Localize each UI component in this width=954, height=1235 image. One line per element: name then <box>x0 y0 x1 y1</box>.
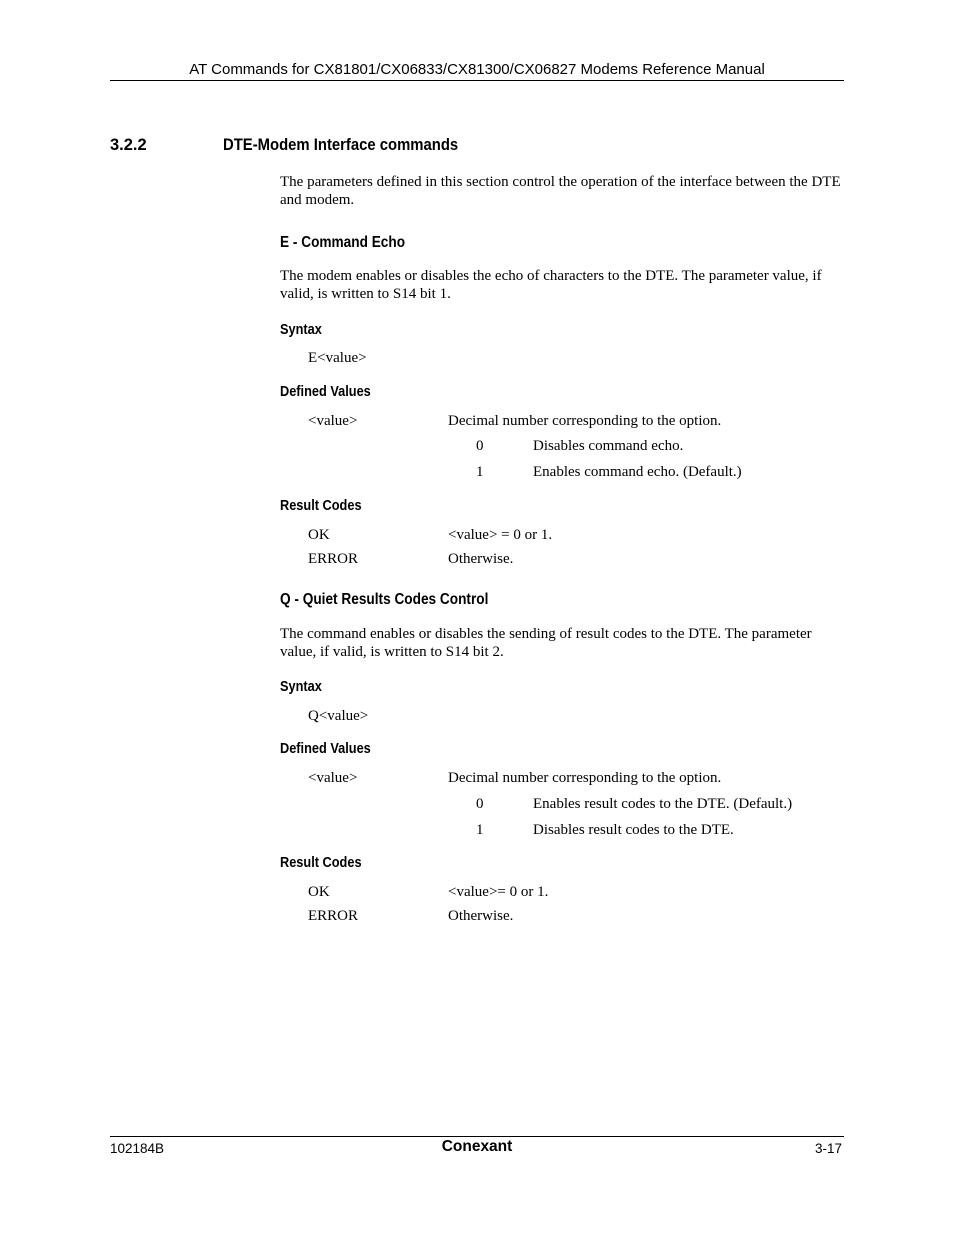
command-q-param-description: Decimal number corresponding to the option. <box>448 770 722 786</box>
command-q-option-description: Disables result codes to the DTE. <box>533 822 734 838</box>
command-e-param: <value> <box>308 413 358 429</box>
command-e-option-value: 0 <box>476 438 484 454</box>
footer-company: Conexant <box>441 1138 513 1155</box>
command-e-result-codes-heading: Result Codes <box>280 498 362 514</box>
section-intro: The parameters defined in this section control the operation of the interface between the DTE and modem. <box>280 174 841 208</box>
running-header: AT Commands for CX81801/CX06833/CX81300/CX06827 Modems Reference Manual <box>189 61 765 78</box>
command-q-param: <value> <box>308 770 358 786</box>
command-e-param-description: Decimal number corresponding to the option. <box>448 413 722 429</box>
command-e-syntax: E<value> <box>308 350 367 366</box>
header-rule <box>110 80 844 81</box>
command-e-result-description: <value> = 0 or 1. <box>448 527 553 543</box>
command-e-syntax-heading: Syntax <box>280 322 322 338</box>
footer-rule <box>110 1136 844 1137</box>
command-e-option-description: Disables command echo. <box>533 438 684 454</box>
command-q-option-value: 1 <box>476 822 484 838</box>
section-number: 3.2.2 <box>110 136 147 154</box>
command-q-result-code: OK <box>308 884 330 900</box>
command-e-result-code: OK <box>308 527 330 543</box>
section-title: DTE-Modem Interface commands <box>223 136 459 154</box>
command-e-option-value: 1 <box>476 464 484 480</box>
command-e-result-code: ERROR <box>308 551 359 567</box>
command-q-option-value: 0 <box>476 796 484 812</box>
command-q-title: Q - Quiet Results Codes Control <box>280 591 489 608</box>
command-e-defined-values-heading: Defined Values <box>280 384 371 400</box>
command-q-description: The command enables or disables the sending of result codes to the DTE. The parameter value, if valid, is written to S14 bit 2. <box>280 626 812 660</box>
command-e-title: E - Command Echo <box>280 234 406 251</box>
command-q-result-code: ERROR <box>308 908 359 924</box>
command-q-option-description: Enables result codes to the DTE. (Default.) <box>533 796 793 812</box>
command-q-defined-values-heading: Defined Values <box>280 741 371 757</box>
command-q-result-description: Otherwise. <box>448 908 514 924</box>
command-q-result-codes-heading: Result Codes <box>280 855 362 871</box>
footer-page-number: 3-17 <box>814 1141 842 1156</box>
command-e-result-description: Otherwise. <box>448 551 514 567</box>
command-q-syntax-heading: Syntax <box>280 679 322 695</box>
command-e-description: The modem enables or disables the echo of characters to the DTE. The parameter value, if valid, is written to S14 bit 1. <box>280 268 822 302</box>
footer-doc-number: 102184B <box>110 1141 165 1156</box>
command-q-syntax: Q<value> <box>308 708 369 724</box>
command-e-option-description: Enables command echo. (Default.) <box>533 464 742 480</box>
command-q-result-description: <value>= 0 or 1. <box>448 884 549 900</box>
